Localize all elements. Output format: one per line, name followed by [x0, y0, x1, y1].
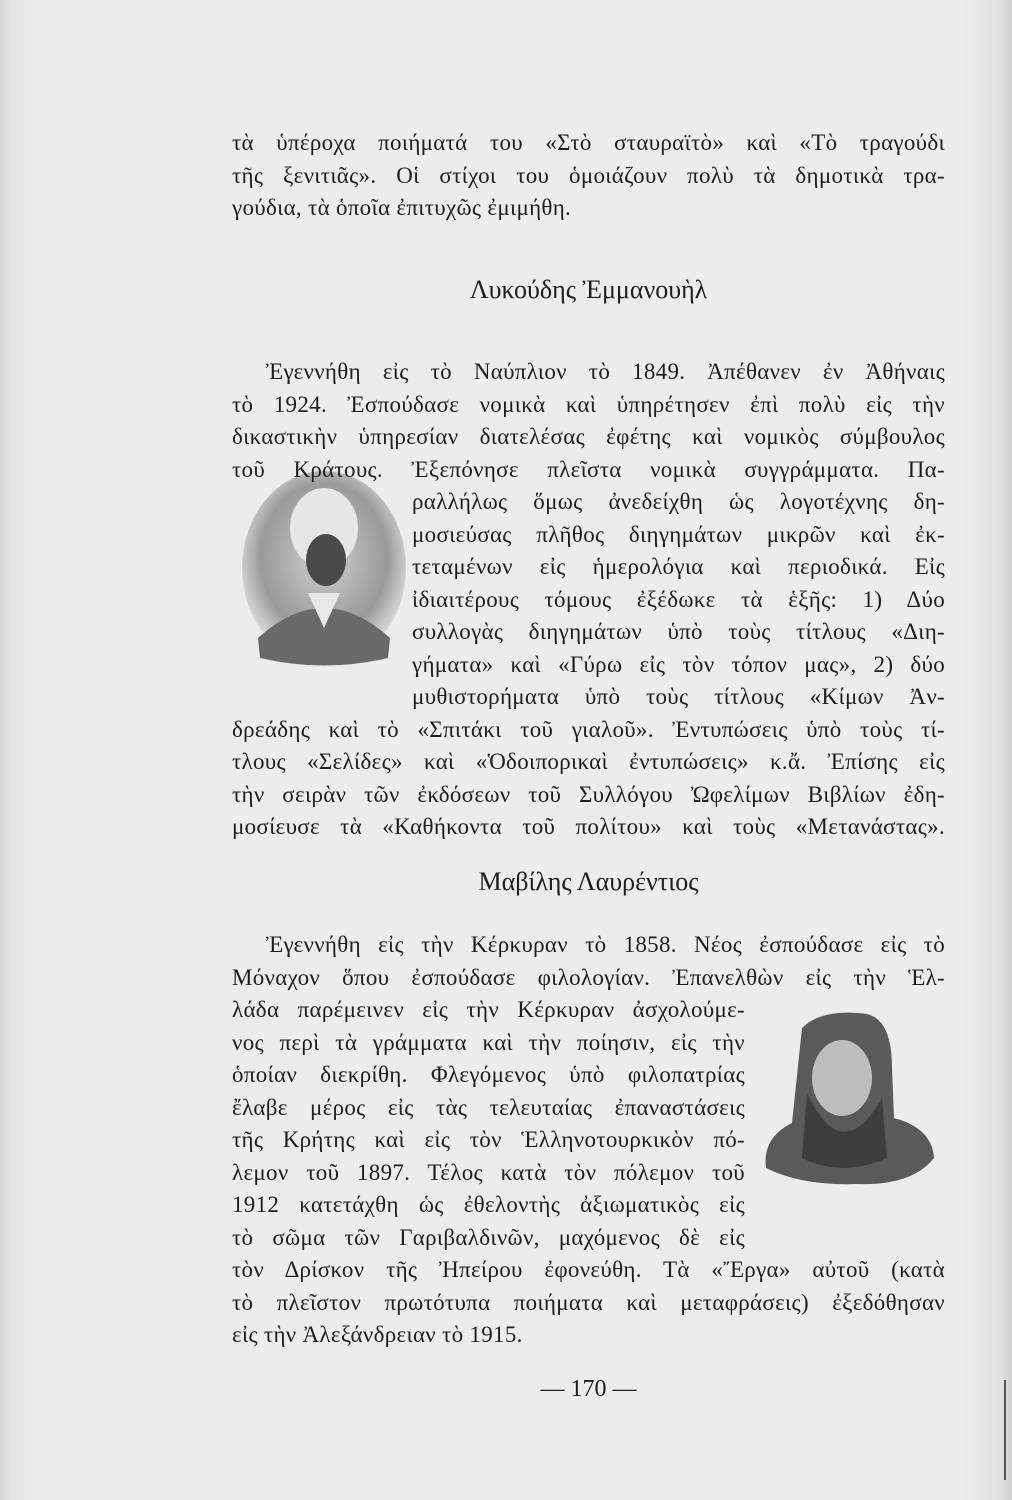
- page-edge-mark: [1004, 1380, 1006, 1480]
- intro-paragraph: [232, 127, 945, 225]
- text-line: τῆς Κρήτης καὶ εἰς τὸν Ἑλληνοτουρκικὸν πό-: [232, 1127, 745, 1152]
- text-line: ραλλήλως ὅμως ἀνεδείχθη ὡς λογοτέχνης δη-: [412, 489, 945, 514]
- text-line: Μόναχον ὅπου ἐσπούδασε φιλολογίαν. Ἐπανελθὼν εἰς τὴν Ἑλ-: [232, 964, 945, 990]
- text-line: μοσιεύσας πλῆθος διηγημάτων μικρῶν καὶ ἐκ-: [412, 521, 945, 547]
- text-line: δρεάδης καὶ τὸ «Σπιτάκι τοῦ γιαλοῦ». Ἐντυπώσεις ὑπὸ τοὺς τί-: [232, 716, 945, 742]
- text-line: εἰς τὴν Ἀλεξάνδρειαν τὸ 1915.: [232, 1322, 523, 1347]
- text-line: Ἐγεννήθη εἰς τὴν Κέρκυραν τὸ 1858. Νέος ἐσπούδασε εἰς τὸ: [266, 932, 945, 957]
- mavilis-biography: [232, 929, 945, 1352]
- text-line: τὸ σῶμα τῶν Γαριβαλδινῶν, μαχόμενος δὲ εἰς: [232, 1224, 745, 1250]
- text-line: ἔλαβε μέρος εἰς τὰς τελευταίας ἐπαναστάσεις: [232, 1094, 745, 1120]
- text-line: τὴν σειρὰν τῶν ἐκδόσεων τοῦ Συλλόγου Ὠφελίμων Βιβλίων ἐδη-: [232, 781, 945, 807]
- text-line: μοσίευσε τὰ «Καθήκοντα τοῦ πολίτου» καὶ τοὺς «Μετανάστας».: [232, 814, 945, 839]
- text-line: γήματα» καὶ «Γύρω εἰς τὸν τόπον μας», 2) δύο: [412, 651, 945, 677]
- text-line: ὁποίαν διεκρίθη. Φλεγόμενος ὑπὸ φιλοπατρίας: [232, 1062, 745, 1087]
- text-line: τεταμένων εἰς ἡμερολόγια καὶ περιοδικά. Εἰς: [412, 554, 945, 579]
- section-heading-mavilis: Μαβίλης Λαυρέντιος: [478, 867, 699, 896]
- text-line: τλους «Σελίδες» καὶ «Ὁδοιπορικαὶ ἐντυπώσεις» κ.ἄ. Ἐπίσης εἰς: [232, 749, 945, 774]
- lykoudis-biography: [232, 356, 945, 844]
- text-line: 1912 κατετάχθη ὡς ἐθελοντὴς ἀξιωματικὸς εἰς: [232, 1192, 745, 1217]
- page-number: — 170 —: [540, 1376, 637, 1402]
- text-line: τὸ 1924. Ἐσπούδασε νομικὰ καὶ ὑπηρέτησεν ἐπὶ πολὺ εἰς τὴν: [232, 391, 945, 417]
- text-line: τῆς ξενιτιᾶς». Οἱ στίχοι του ὁμοιάζουν πολὺ τὰ δημοτικὰ τρα-: [232, 162, 945, 188]
- text-line: τὸ πλεῖστον πρωτότυπα ποιήματα καὶ μεταφράσεις) ἐξεδόθησαν: [232, 1289, 945, 1315]
- section-heading-lykoudis: Λυκούδης Ἐμμανουὴλ: [469, 275, 708, 304]
- text-line: λάδα παρέμεινεν εἰς τὴν Κέρκυραν ἀσχολούμε-: [232, 997, 745, 1022]
- text-line: μυθιστορήματα ὑπὸ τοὺς τίτλους «Κίμων Ἀν-: [412, 684, 945, 709]
- text-line: τὰ ὑπέροχα ποιήματά του «Στὸ σταυραϊτὸ» καὶ «Τὸ τραγούδι: [232, 130, 945, 155]
- text-line: νος περὶ τὰ γράμματα καὶ τὴν ποίησιν, εἰς τὴν: [232, 1029, 745, 1055]
- text-line: τοῦ Κράτους. Ἐξεπόνησε πλεῖστα νομικὰ συγγράμματα. Πα-: [232, 456, 945, 482]
- text-line: δικαστικὴν ὑπηρεσίαν διατελέσας ἐφέτης καὶ νομικὸς σύμβουλος: [232, 424, 945, 449]
- text-line: ἰδιαιτέρους τόμους ἐξέδωκε τὰ ἑξῆς: 1) Δύο: [412, 586, 945, 612]
- text-line: λεμον τοῦ 1897. Τέλος κατὰ τὸν πόλεμον τοῦ: [232, 1159, 745, 1185]
- text-line: γούδια, τὰ ὁποῖα ἐπιτυχῶς ἐμιμήθη.: [232, 195, 572, 220]
- text-line: συλλογὰς διηγημάτων ὑπὸ τοὺς τίτλους «Διη-: [412, 619, 945, 644]
- text-line: τὸν Δρίσκον τῆς Ἠπείρου ἐφονεύθη. Τὰ «Ἔργα» αὐτοῦ (κατὰ: [232, 1257, 945, 1282]
- text-line: Ἐγεννήθη εἰς τὸ Ναύπλιον τὸ 1849. Ἀπέθανεν ἐν Ἀθήναις: [266, 359, 945, 384]
